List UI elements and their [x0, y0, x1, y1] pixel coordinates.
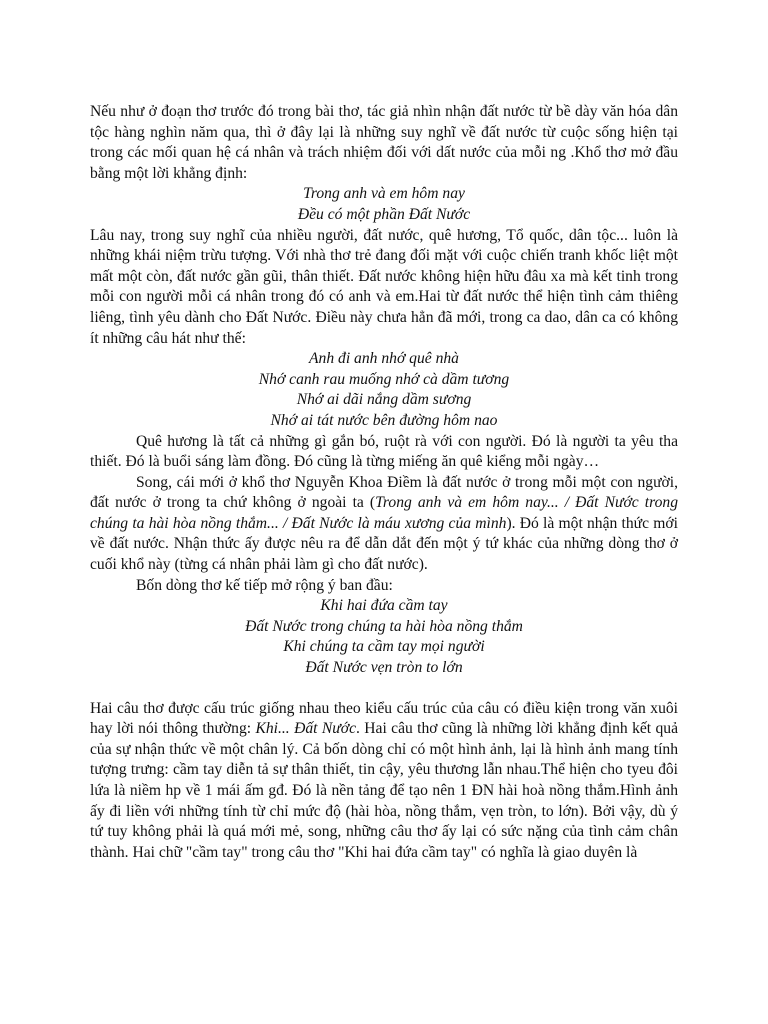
verse-line: Đều có một phần Đất Nước: [297, 205, 471, 223]
paragraph-intro: Nếu như ở đoạn thơ trước đó trong bài thơ, tác giả nhìn nhận đất nước từ bề dày văn hóa dân tộc hàng nghìn năm qua, thì ở đây lại là những suy nghĩ về đất nước từ cuộc sống hiện tại trong các mối quan hệ cá nhân và trách nhiệm đối với dất nước của mỗi ng .Khổ thơ mở đầu bằng một lời khẳng định:: [90, 103, 678, 182]
paragraph-analysis: [90, 699, 678, 864]
verse-line: Nhớ ai dãi nắng dầm sương: [296, 391, 472, 409]
paragraph-next-lines: Bốn dòng thơ kế tiếp mở rộng ý ban đầu:: [136, 576, 393, 594]
verse-line: Khi hai đứa cầm tay: [320, 597, 448, 615]
verse-line: Khi chúng ta cầm tay mọi người: [283, 638, 485, 656]
paragraph-text: . Hai câu thơ cũng là những lời khẳng định kết quả của sự nhận thức về một chân lý. Cả bốn dòng chỉ có một hình ảnh, lại là hình ảnh mang tính tượng trưng: cầm tay diễn tả sự thân thiết, tin cậy, yêu thương lẫn nhau.Thể hiện cho tyeu đôi lứa là niềm hp về 1 mái ấm gđ. Đó là nền tảng để tạo nên 1 ĐN hài hoà nồng thắm.Hình ảnh ấy đi liền với những tính từ chỉ mức độ (hài hòa, nồng thắm, vẹn tròn, to lớn). Bởi vậy, dù ý tứ tuy không phải là quá mới mẻ, song, những câu thơ ấy lại có sức nặng của tình cảm chân thành. Hai chữ "cầm tay" trong câu thơ "Khi hai đứa cầm tay" có nghĩa là giao duyên là: [90, 720, 679, 861]
paragraph-abstract-concepts: Lâu nay, trong suy nghĩ của nhiều người, đất nước, quê hương, Tổ quốc, dân tộc... luôn là những khái niệm trừu tượng. Với nhà thơ trẻ đang đối mặt với cuộc chiến tranh khốc liệt một mất một còn, đất nước gần gũi, thân thiết. Đất nước không hiện hữu đâu xa mà kết tinh trong mỗi con người mỗi cá nhân trong đó có anh và em.Hai từ đất nước thể hiện tình cảm thiêng liêng, tình yêu dành cho Đất Nước. Điều này chưa hẳn đã mới, trong ca dao, dân ca có không ít những câu hát như thế:: [90, 226, 678, 347]
paragraph-new-idea: [90, 473, 678, 576]
verse-line: Đất Nước trong chúng ta hài hòa nồng thắm: [245, 617, 523, 635]
verse-line: Nhớ ai tát nước bên đường hôm nao: [270, 411, 498, 429]
verse-block-2: [90, 349, 678, 431]
paragraph-homeland: Quê hương là tất cả những gì gắn bó, ruột rà với con người. Đó là người ta yêu tha thiết. Đó là buổi sáng làm đồng. Đó cũng là từng miếng ăn quê kiểng mỗi ngày…: [90, 432, 678, 471]
verse-line: Anh đi anh nhớ quê nhà: [309, 350, 459, 368]
verse-block-1: [90, 184, 678, 225]
paragraph-spacer: [90, 679, 678, 699]
quoted-verse: Trong anh và em hôm nay... / Đất Nước trong chúng ta hài hòa nồng thắm... / Đất Nước là máu xương của mình: [90, 494, 679, 532]
paragraph-text: Hai câu thơ được cấu trúc giống nhau theo kiểu cấu trúc của câu có điều kiện trong văn xuôi hay lời nói thông thường:: [90, 699, 678, 738]
verse-line: Nhớ canh rau muống nhớ cà dầm tương: [258, 370, 510, 388]
verse-line: Đất Nước vẹn tròn to lớn: [305, 659, 463, 677]
verse-block-3: [90, 596, 678, 678]
verse-line: Trong anh và em hôm nay: [303, 185, 465, 203]
paragraph-text: ). Đó là một nhận thức mới về đất nước. Nhận thức ấy được nêu ra để dẫn dắt đến một ý tứ khác của những dòng thơ ở cuối khổ này (từng cá nhân phải làm gì cho đất nước).: [90, 514, 678, 574]
document-page: [90, 102, 678, 863]
paragraph-text: Song, cái mới ở khổ thơ Nguyễn Khoa Điềm là đất nước ở trong mỗi một con người, đất nước ở trong ta chứ không ở ngoài ta (: [90, 473, 678, 512]
quoted-phrase: Khi... Đất Nước: [255, 720, 356, 738]
